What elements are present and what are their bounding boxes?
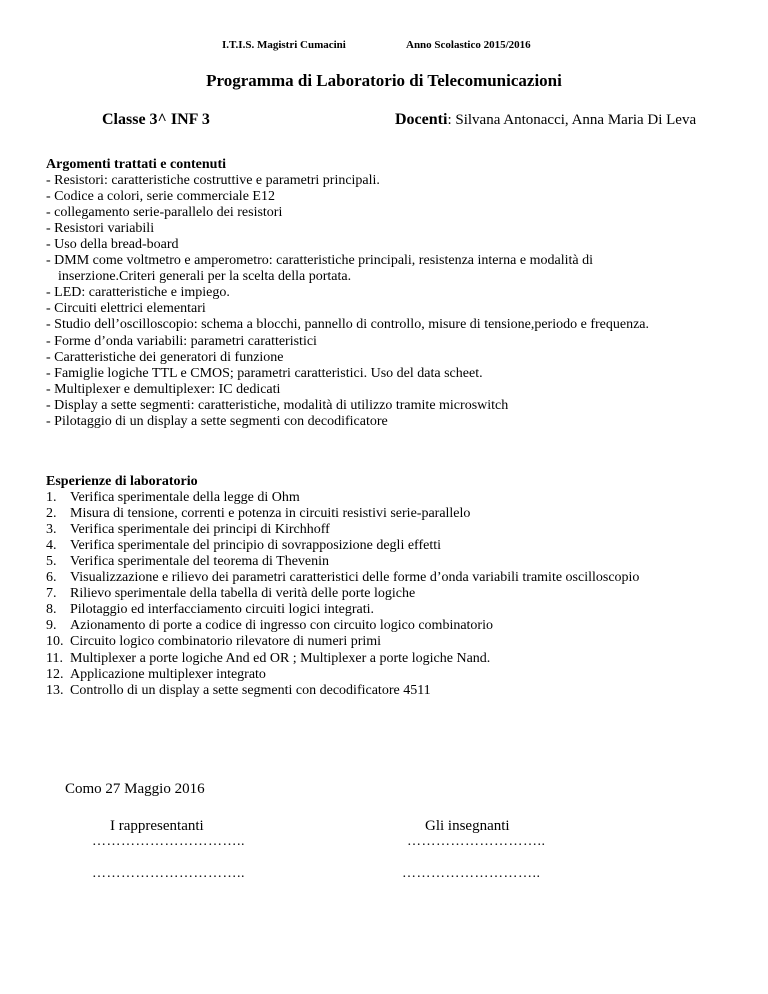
experiment-item — [46, 586, 639, 602]
experiment-number: 8. — [46, 602, 57, 618]
experiment-text: Multiplexer a porte logiche And ed OR ; Multiplexer a porte logiche Nand. — [70, 650, 491, 666]
experiments-heading: Esperienze di laboratorio — [46, 474, 198, 489]
teachers-label: Docenti — [395, 111, 448, 128]
signature-line: ……………………….. — [407, 834, 546, 849]
experiment-item — [46, 667, 639, 683]
experiment-item — [46, 506, 639, 522]
class-label: Classe 3^ INF 3 — [102, 111, 210, 128]
experiment-text: Applicazione multiplexer integrato — [70, 666, 266, 682]
topics-section — [46, 157, 649, 430]
school-name: I.T.I.S. Magistri Cumacini — [222, 39, 346, 51]
experiment-text: Verifica sperimentale della legge di Ohm — [70, 490, 300, 506]
experiment-number: 11. — [46, 650, 63, 666]
experiment-item — [46, 554, 639, 570]
experiment-number: 2. — [46, 506, 57, 522]
experiments-section — [46, 474, 639, 699]
experiment-text: Verifica sperimentale del teorema di Thevenin — [70, 554, 330, 570]
topic-line: - Circuiti elettrici elementari — [46, 301, 206, 317]
experiment-text: Controllo di un display a sette segmenti con decodificatore 4511 — [70, 682, 431, 698]
document-title: Programma di Laboratorio di Telecomunicazioni — [206, 71, 562, 90]
experiment-text: Verifica sperimentale dei principi di Kirchhoff — [70, 522, 330, 538]
experiment-number: 12. — [46, 666, 64, 682]
topic-line: - Multiplexer e demultiplexer: IC dedicati — [46, 381, 281, 397]
experiment-item — [46, 683, 639, 699]
experiment-item — [46, 522, 639, 538]
teachers-line — [395, 111, 696, 129]
experiment-text: Pilotaggio ed interfacciamento circuiti logici integrati. — [70, 602, 375, 618]
topic-line: - Forme d’onda variabili: parametri caratteristici — [46, 333, 317, 349]
experiment-item — [46, 634, 639, 650]
experiment-number: 5. — [46, 554, 57, 570]
topic-line: - Resistori variabili — [46, 221, 155, 237]
experiment-item — [46, 490, 639, 506]
signature-line: ……………………….. — [402, 866, 541, 881]
experiment-number: 1. — [46, 490, 57, 506]
experiment-number: 10. — [46, 634, 64, 650]
place-and-date: Como 27 Maggio 2016 — [65, 781, 205, 797]
experiment-text: Verifica sperimentale del principio di sovrapposizione degli effetti — [70, 538, 442, 554]
topic-line: - DMM come voltmetro e amperometro: caratteristiche principali, resistenza interna e modalità di — [46, 253, 593, 269]
signature-line: ………………………….. — [92, 866, 245, 881]
experiment-item — [46, 651, 639, 667]
experiment-item — [46, 602, 639, 618]
topic-line: - Uso della bread-board — [46, 237, 179, 253]
experiment-item — [46, 618, 639, 634]
experiment-text: Azionamento di porte a codice di ingresso con circuito logico combinatorio — [70, 618, 493, 634]
topic-line: - LED: caratteristiche e impiego. — [46, 285, 230, 301]
teachers-names: : Silvana Antonacci, Anna Maria Di Leva — [447, 112, 697, 128]
teachers-signature-label: Gli insegnanti — [425, 818, 510, 834]
topic-line: - Studio dell’oscilloscopio: schema a blocchi, pannello di controllo, misure di tensione,periodo e frequenza. — [46, 317, 650, 333]
topic-line: - Famiglie logiche TTL e CMOS; parametri caratteristici. Uso del data scheet. — [46, 365, 483, 381]
experiment-number: 7. — [46, 586, 57, 602]
school-year: Anno Scolastico 2015/2016 — [406, 39, 531, 51]
topic-line: - collegamento serie-parallelo dei resistori — [46, 205, 283, 221]
topic-line: - Pilotaggio di un display a sette segmenti con decodificatore — [46, 413, 388, 429]
topic-line: - Display a sette segmenti: caratteristiche, modalità di utilizzo tramite microswitch — [46, 397, 509, 413]
topic-line: - Codice a colori, serie commerciale E12 — [46, 189, 275, 205]
experiment-number: 4. — [46, 538, 57, 554]
topic-line: inserzione.Criteri generali per la scelta della portata. — [58, 269, 352, 285]
experiment-number: 3. — [46, 522, 57, 538]
topic-line: - Resistori: caratteristiche costruttive e parametri principali. — [46, 173, 380, 189]
experiment-text: Misura di tensione, correnti e potenza in circuiti resistivi serie-parallelo — [70, 506, 471, 522]
experiment-text: Circuito logico combinatorio rilevatore di numeri primi — [70, 634, 382, 650]
experiment-number: 9. — [46, 618, 57, 634]
experiment-item — [46, 570, 639, 586]
experiment-text: Rilievo sperimentale della tabella di verità delle porte logiche — [70, 586, 416, 602]
signature-line: ………………………….. — [92, 834, 245, 849]
experiment-item — [46, 538, 639, 554]
experiment-number: 6. — [46, 570, 57, 586]
representatives-label: I rappresentanti — [110, 818, 204, 834]
experiment-text: Visualizzazione e rilievo dei parametri caratteristici delle forme d’onda variabili tramite oscilloscopio — [70, 570, 640, 586]
topics-heading: Argomenti trattati e contenuti — [46, 157, 227, 172]
topic-line: - Caratteristiche dei generatori di funzione — [46, 349, 284, 365]
experiment-number: 13. — [46, 682, 64, 698]
